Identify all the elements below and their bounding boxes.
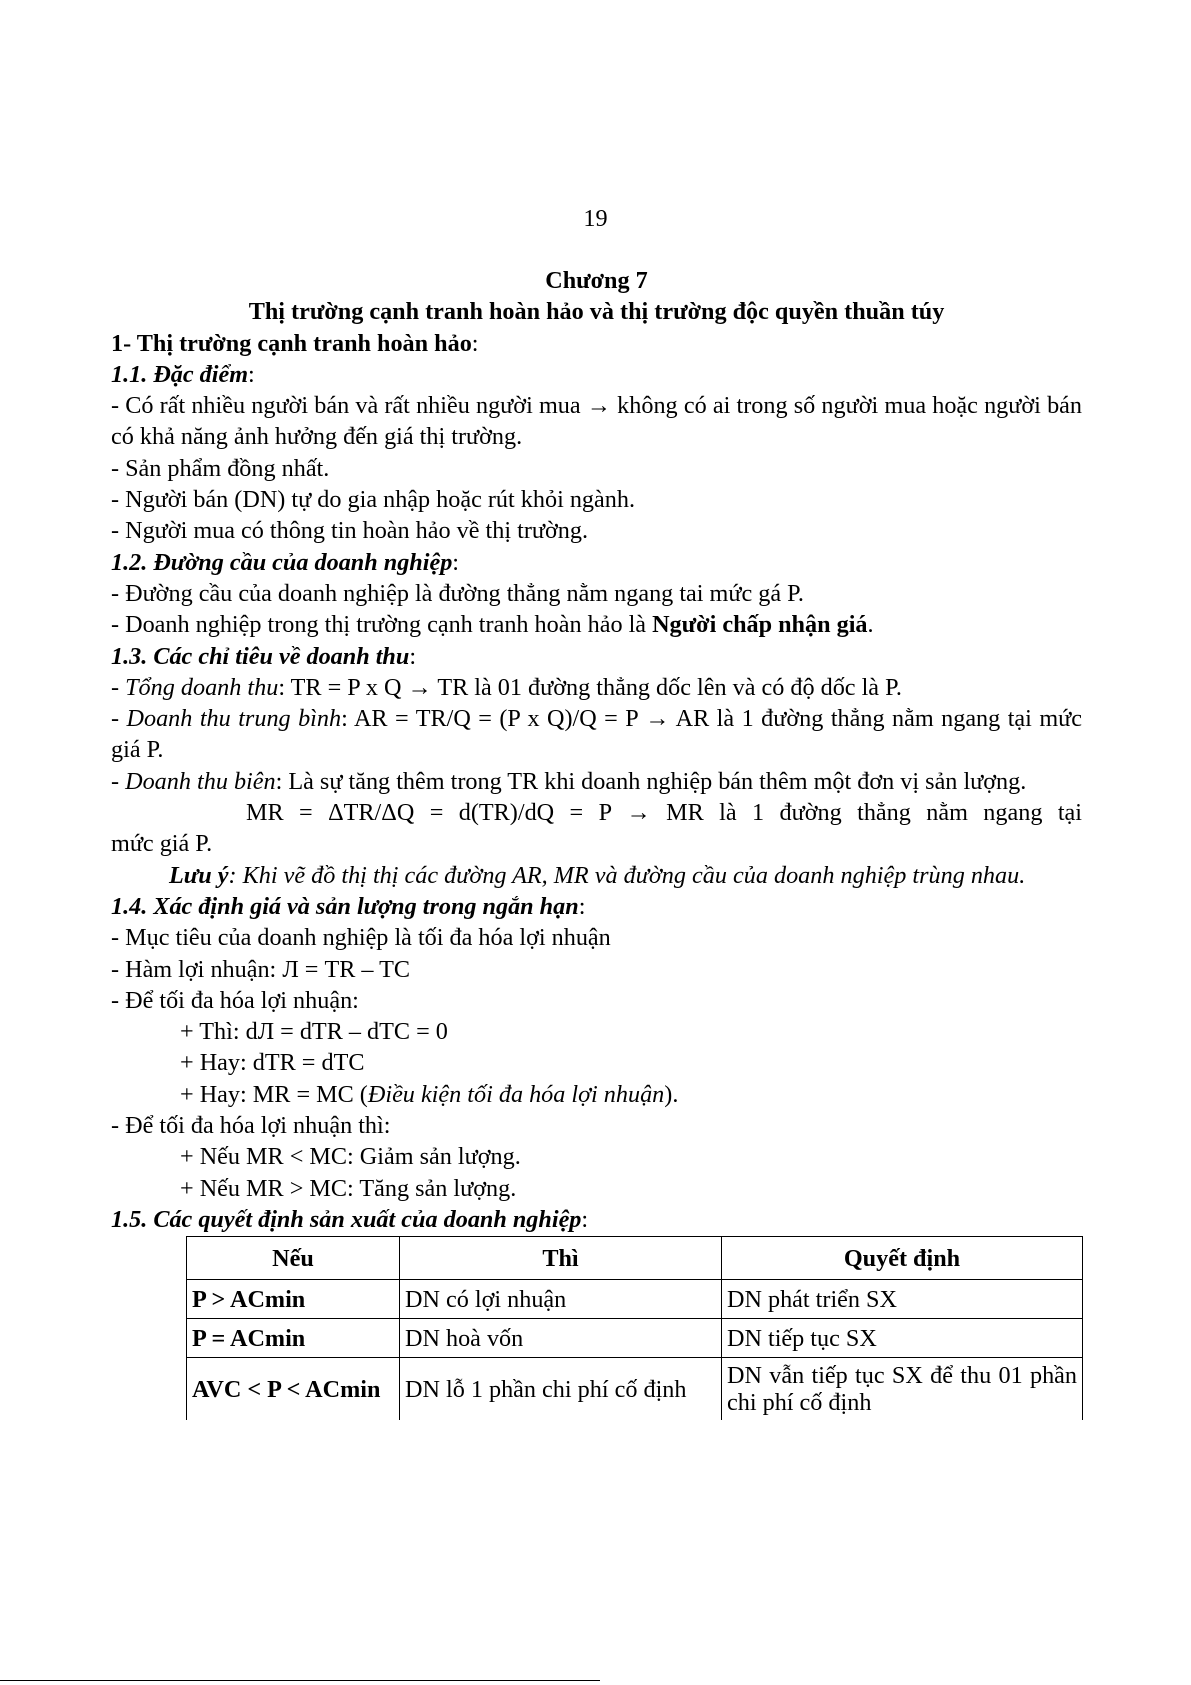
marginal-revenue-formula: MR = ΔTR/ΔQ = d(TR)/dQ = P → MR là 1 đường thẳng nằm ngang tại (246, 799, 1082, 827)
section-1-1-heading: 1.1. Đặc điểm: (111, 360, 255, 388)
profit-line: - Để tối đa hóa lợi nhuận: (111, 986, 359, 1014)
note: Lưu ý: Khi vẽ đồ thị thị các đường AR, MR và đường cầu của doanh nghiệp trùng nhau. (169, 861, 1026, 889)
table-header: Thì (400, 1237, 722, 1280)
table-cell: DN tiếp tục SX (722, 1319, 1083, 1358)
demand-line-2: - Doanh nghiệp trong thị trường cạnh tranh hoàn hảo là Người chấp nhận giá. (111, 611, 874, 639)
table-cell: DN vẫn tiếp tục SX để thu 01 phần chi phí cố định (722, 1358, 1083, 1421)
document-body (111, 265, 1082, 1420)
table-cell: P = ACmin (187, 1319, 400, 1358)
profit-line: - Mục tiêu của doanh nghiệp là tối đa hóa lợi nhuận (111, 924, 611, 952)
table-cell: DN phát triển SX (722, 1280, 1083, 1319)
chapter-title: Thị trường cạnh tranh hoàn hảo và thị trường độc quyền thuần túy (248, 298, 945, 326)
profit-rule: + Nếu MR < MC: Giảm sản lượng. (180, 1143, 521, 1171)
decision-table (186, 1236, 1083, 1420)
profit-condition: + Thì: dЛ = dTR – dTC = 0 (180, 1018, 448, 1046)
table-header: Nếu (187, 1237, 400, 1280)
table-cell: AVC < P < ACmin (187, 1358, 400, 1421)
average-revenue-line: - Doanh thu trung bình: AR = TR/Q = (P x Q)/Q = P → AR là 1 đường thẳng nằm ngang tại mức giá P. (111, 705, 1083, 764)
profit-condition: + Hay: MR = MC (Điều kiện tối đa hóa lợi nhuận). (180, 1080, 679, 1108)
table-cell: P > ACmin (187, 1280, 400, 1319)
feature-item: - Sản phẩm đồng nhất. (111, 454, 330, 482)
demand-line-1: - Đường cầu của doanh nghiệp là đường thẳng nằm ngang tai mức gá P. (111, 579, 804, 607)
feature-item: - Người bán (DN) tự do gia nhập hoặc rút khỏi ngành. (111, 486, 635, 514)
marginal-revenue-formula-cont: mức giá P. (111, 830, 213, 858)
page-bottom-rule (0, 1680, 600, 1681)
chapter-label: Chương 7 (545, 267, 648, 294)
total-revenue-line: - Tổng doanh thu: TR = P x Q → TR là 01 đường thẳng dốc lên và có độ dốc là P. (111, 673, 902, 701)
table-row (187, 1280, 1083, 1319)
section-1-4-heading: 1.4. Xác định giá và sản lượng trong ngắn hạn: (111, 892, 586, 920)
table-cell: DN có lợi nhuận (400, 1280, 722, 1319)
table-header-row (187, 1237, 1083, 1280)
section-1-5-heading: 1.5. Các quyết định sản xuất của doanh nghiệp: (111, 1205, 589, 1233)
table-cell: DN lỗ 1 phần chi phí cố định (400, 1358, 722, 1421)
section-1-2-heading: 1.2. Đường cầu của doanh nghiệp: (111, 548, 460, 576)
marginal-revenue-line: - Doanh thu biên: Là sự tăng thêm trong TR khi doanh nghiệp bán thêm một đơn vị sản lượng. (111, 767, 1027, 795)
section-1-3-heading: 1.3. Các chỉ tiêu về doanh thu: (111, 642, 417, 670)
table-row (187, 1319, 1083, 1358)
table-row (187, 1358, 1083, 1421)
page-number: 19 (583, 205, 608, 232)
feature-item: - Có rất nhiều người bán và rất nhiều người mua → không có ai trong số người mua hoặc người bán có khả năng ảnh hưởng đến giá thị trường. (111, 392, 1082, 451)
profit-condition: + Hay: dTR = dTC (180, 1049, 365, 1077)
section-1-heading: 1- Thị trường cạnh tranh hoàn hảo: (111, 329, 479, 357)
profit-line: - Hàm lợi nhuận: Л = TR – TC (111, 955, 411, 983)
profit-rule: + Nếu MR > MC: Tăng sản lượng. (180, 1174, 517, 1202)
table-cell: DN hoà vốn (400, 1319, 722, 1358)
feature-item: - Người mua có thông tin hoàn hảo về thị trường. (111, 517, 589, 545)
profit-line: - Để tối đa hóa lợi nhuận thì: (111, 1112, 391, 1140)
table-header: Quyết định (722, 1237, 1083, 1280)
